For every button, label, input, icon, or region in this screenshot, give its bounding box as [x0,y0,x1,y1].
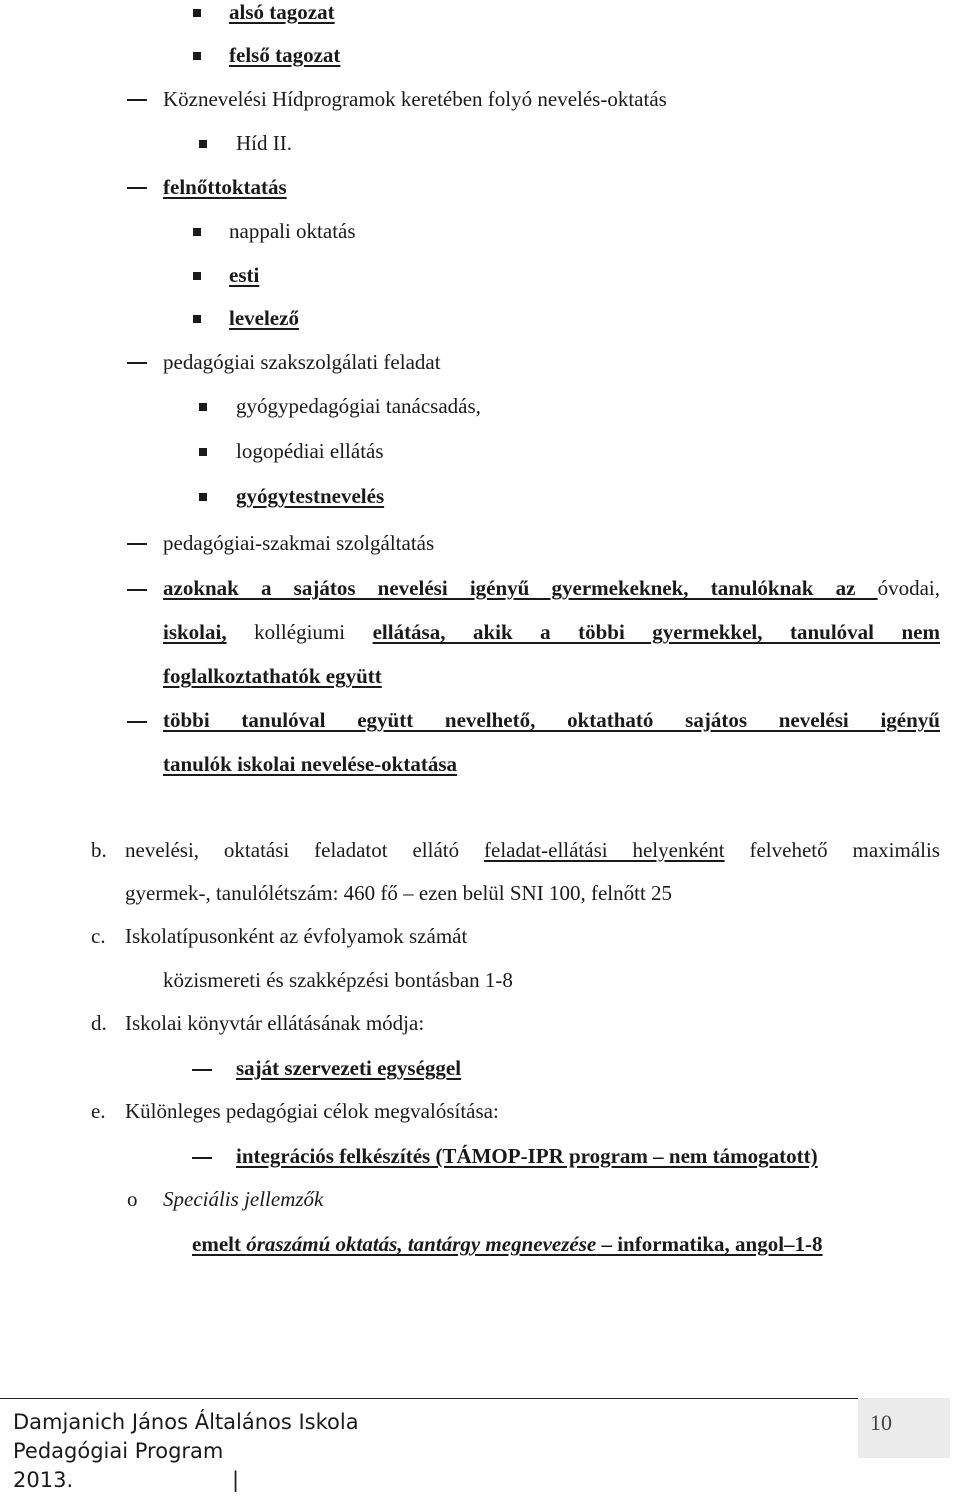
list-item-levelezo: levelező [229,306,299,330]
dash-bullet-icon [192,1069,212,1071]
dash-bullet-icon [127,99,147,101]
bullet-square-icon [193,315,201,323]
section-c-title: Iskolatípusonként az évfolyamok számát [125,924,468,948]
footer-separator: | [232,1468,240,1492]
special-bullet: o [127,1187,138,1211]
section-e-letter: e. [91,1099,106,1123]
section-d-title: Iskolai könyvtár ellátásának módja: [125,1011,425,1035]
section-b-letter: b. [91,838,107,862]
dash-bullet-icon [127,543,147,545]
list-item-pedagogiai-szakszolgalat: pedagógiai szakszolgálati feladat [163,350,441,374]
bullet-square-icon [193,228,201,236]
dash-bullet-icon [127,589,147,591]
section-d-letter: d. [91,1011,107,1035]
section-e-title: Különleges pedagógiai célok megvalósítása: [125,1099,499,1123]
section-b-line-1-a: nevelési, oktatási feladatot ellátó [125,838,484,862]
list-item-szakmai-szolgaltatas: pedagógiai-szakmai szolgáltatás [163,531,435,555]
azoknak-line-2-kollegiumi: kollégiumi [226,620,373,644]
bullet-square-icon [193,9,201,17]
list-item-gyogytestneveles: gyógytestnevelés [236,484,385,508]
list-item-hid-ii: Híd II. [236,131,292,155]
azoknak-line-3: foglalkoztathatók együtt [163,664,382,688]
bullet-square-icon [193,52,201,60]
section-b-line-1 [125,838,940,863]
tobbi-line-2: tanulók iskolai nevelése-oktatása [163,752,458,776]
azoknak-line-1-bold: azoknak a sajátos nevelési igényű gyermekeknek, tanulóknak az [163,576,878,600]
bullet-square-icon [199,448,207,456]
footer-year: 2013. [13,1468,74,1492]
azoknak-line-1-plain: óvodai, [877,576,940,600]
azoknak-line-1 [163,576,940,601]
list-item-nappali: nappali oktatás [229,219,356,243]
bullet-square-icon [193,272,201,280]
tobbi-line-1: többi tanulóval együtt nevelhető, oktatható sajátos nevelési igényű [163,708,940,732]
list-item-gyogypedagogiai: gyógypedagógiai tanácsadás, [236,394,481,418]
bullet-square-icon [199,403,207,411]
list-item-also-tagozat: alsó tagozat [229,0,335,24]
special-title: Speciális jellemzők [163,1187,324,1211]
footer-rule [0,1398,858,1399]
special-line-italic: óraszámú oktatás, tantárgy megnevezése [246,1232,597,1256]
footer-program-name: Pedagógiai Program [13,1439,224,1463]
dash-bullet-icon [127,721,147,723]
list-item-logopediai: logopédiai ellátás [236,439,384,463]
special-line [192,1232,823,1257]
bullet-square-icon [199,140,207,148]
bullet-square-icon [199,493,207,501]
list-item-felso-tagozat: felső tagozat [229,43,341,67]
list-item-felnottoktatas: felnőttoktatás [163,175,287,199]
azoknak-line-2 [163,620,940,645]
azoknak-line-2-iskolai: iskolai, [163,620,227,644]
page-number: 10 [870,1410,892,1435]
dash-bullet-icon [192,1157,212,1159]
section-c-sub: közismereti és szakképzési bontásban 1-8 [163,968,513,992]
special-line-a: emelt [192,1232,247,1256]
section-e-item: integrációs felkészítés (TÁMOP-IPR program – nem támogatott) [236,1144,818,1168]
section-b-line-1-c: felvehető maximális [724,838,940,862]
list-item-esti: esti [229,263,260,287]
section-d-item: saját szervezeti egységgel [236,1056,462,1080]
dash-bullet-icon [127,187,147,189]
dash-bullet-icon [127,362,147,364]
list-item-hidprogramok: Köznevelési Hídprogramok keretében folyó nevelés-oktatás [163,87,667,111]
azoknak-line-2-ellatasa: ellátása, akik a többi gyermekkel, tanulóval nem [372,620,940,644]
section-b-line-1-underlined: feladat-ellátási helyenként [484,838,725,862]
special-line-c: – informatika, angol–1-8 [596,1232,823,1256]
section-c-letter: c. [91,924,106,948]
footer-school-name: Damjanich János Általános Iskola [13,1410,359,1434]
section-b-line-2: gyermek-, tanulólétszám: 460 fő – ezen belül SNI 100, felnőtt 25 [125,881,673,905]
